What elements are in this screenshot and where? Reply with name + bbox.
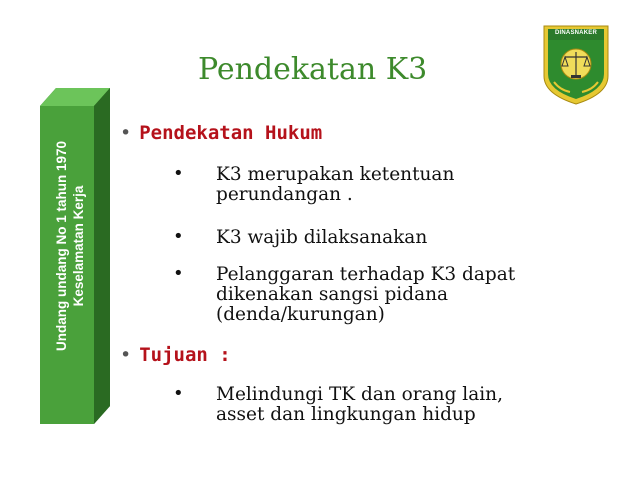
list-item-line: asset dan lingkungan hidup bbox=[216, 404, 476, 425]
bullet-icon: • bbox=[120, 344, 132, 366]
bullet-icon: • bbox=[173, 226, 184, 247]
list-item-text bbox=[216, 385, 503, 425]
list-item-text bbox=[216, 228, 427, 248]
section-heading-text: Pendekatan Hukum bbox=[139, 122, 323, 144]
section-heading-tujuan bbox=[120, 344, 231, 366]
side-banner-line2: Keselamatan Kerja bbox=[71, 185, 86, 307]
side-banner-text bbox=[53, 96, 87, 396]
scales-emblem-icon bbox=[540, 24, 612, 106]
list-item-line: perundangan . bbox=[216, 184, 353, 205]
section-heading-hukum bbox=[120, 122, 322, 144]
list-item-line: (denda/kurungan) bbox=[216, 304, 385, 325]
list-item-line: K3 merupakan ketentuan bbox=[216, 164, 455, 185]
list-item-text bbox=[216, 165, 454, 205]
bullet-icon: • bbox=[173, 163, 184, 184]
slide-title: Pendekatan K3 bbox=[198, 52, 428, 87]
list-item-line: dikenakan sangsi pidana bbox=[216, 284, 449, 305]
bullet-icon: • bbox=[173, 383, 184, 404]
list-item-line: Melindungi TK dan orang lain, bbox=[216, 384, 503, 405]
section-heading-text: Tujuan : bbox=[139, 344, 231, 366]
side-banner-line1: Undang undang No 1 tahun 1970 bbox=[54, 141, 69, 352]
bullet-icon: • bbox=[173, 263, 184, 284]
list-item-line: Pelanggaran terhadap K3 dapat bbox=[216, 264, 516, 285]
list-item-text bbox=[216, 265, 515, 325]
bullet-icon: • bbox=[120, 122, 132, 144]
list-item-line: K3 wajib dilaksanakan bbox=[216, 227, 428, 248]
emblem-label: DINASNAKER bbox=[554, 30, 597, 36]
